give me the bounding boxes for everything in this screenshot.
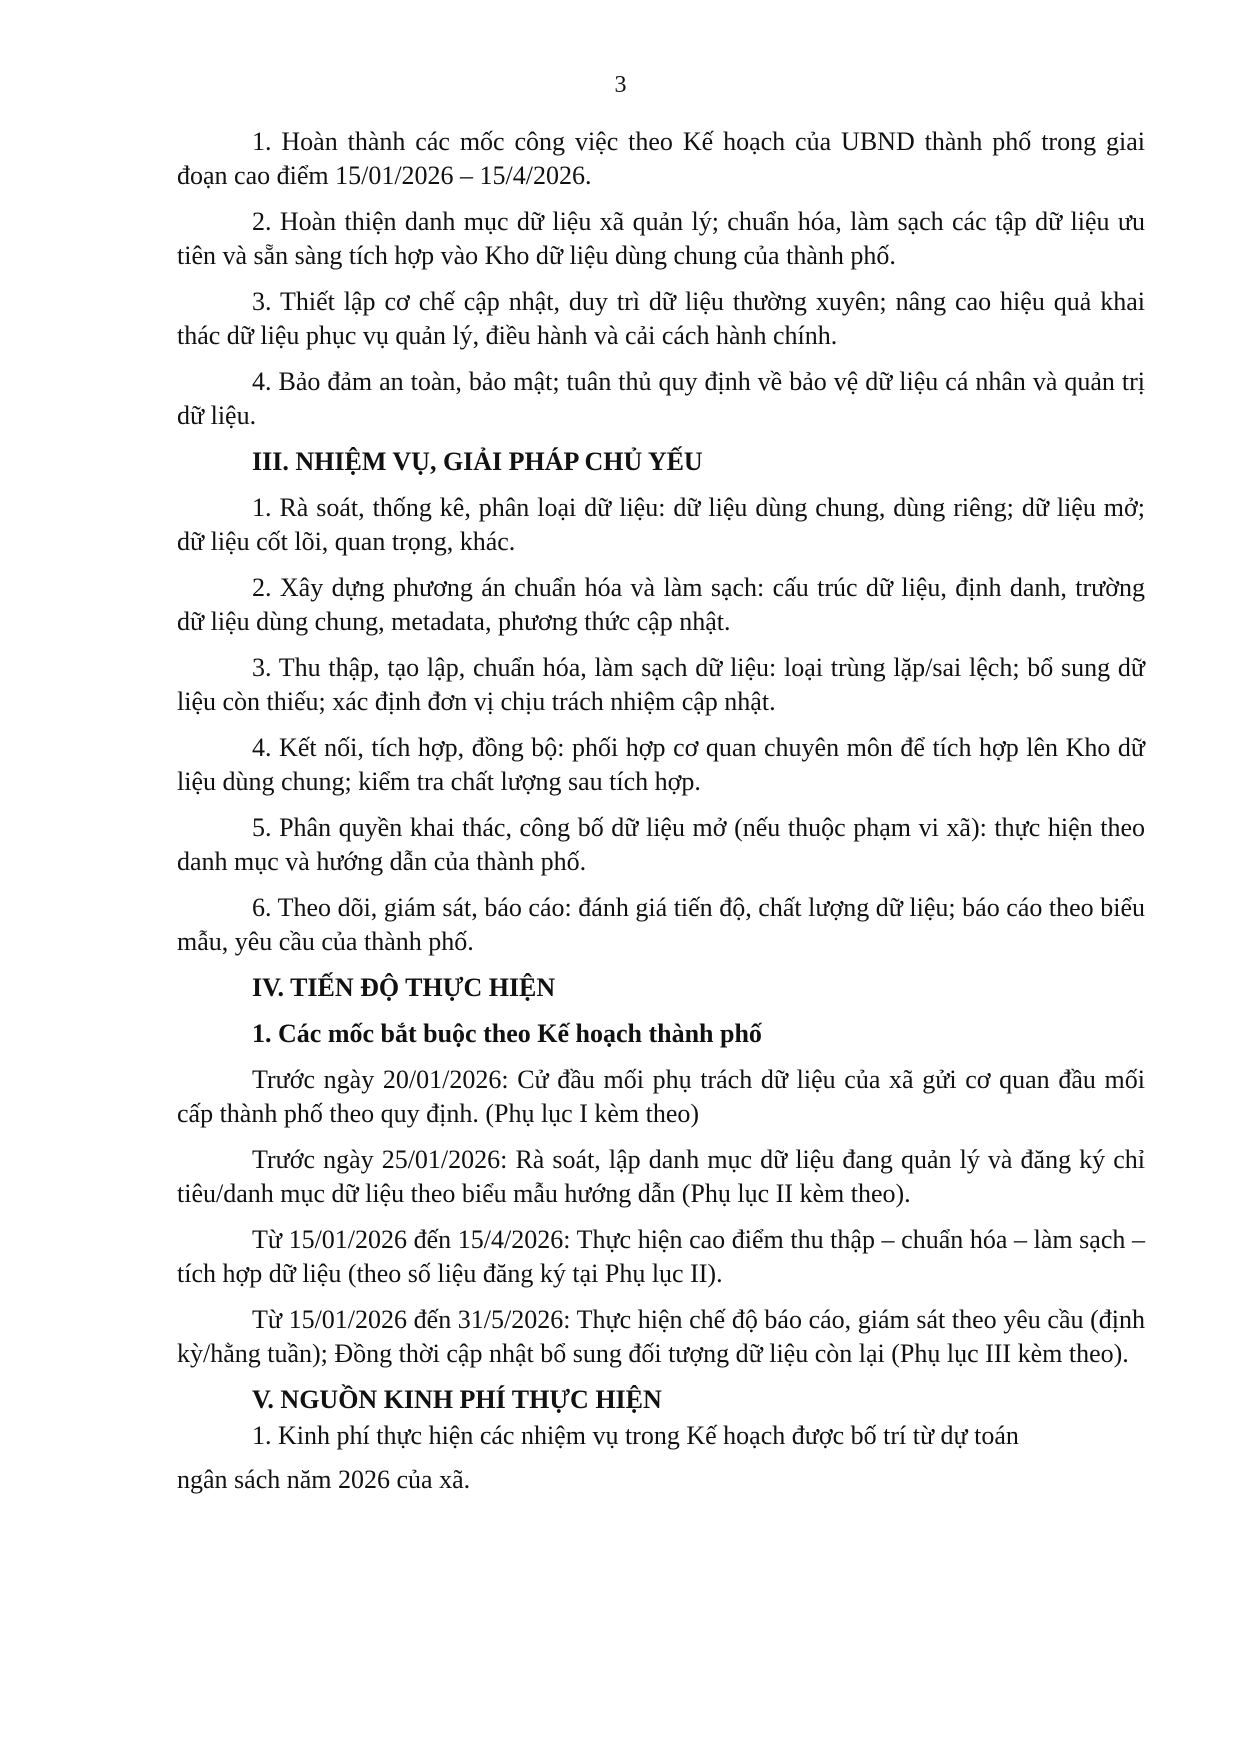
funding-line-2: ngân sách năm 2026 của xã. [177,1465,471,1494]
milestone-paragraph-4: Từ 15/01/2026 đến 31/5/2026: Thực hiện chế độ báo cáo, giám sát theo yêu cầu (định kỳ/hằng tuần); Đồng thời cập nhật bổ sung đối tượng dữ liệu còn lại (Phụ lục III kèm theo). [177,1305,1145,1368]
document-body [177,125,1145,1509]
milestone-paragraph-3: Từ 15/01/2026 đến 15/4/2026: Thực hiện cao điểm thu thập – chuẩn hóa – làm sạch – tích hợp dữ liệu (theo số liệu đăng ký tại Phụ lục II). [177,1225,1145,1288]
section-heading-funding: V. NGUỒN KINH PHÍ THỰC HIỆN [252,1385,662,1414]
task-paragraph-4: 4. Kết nối, tích hợp, đồng bộ: phối hợp cơ quan chuyên môn để tích hợp lên Kho dữ liệu dùng chung; kiểm tra chất lượng sau tích hợp. [177,733,1145,796]
section-heading-tasks: III. NHIỆM VỤ, GIẢI PHÁP CHỦ YẾU [252,447,703,476]
milestone-paragraph-1: Trước ngày 20/01/2026: Cử đầu mối phụ trách dữ liệu của xã gửi cơ quan đầu mối cấp thành phố theo quy định. (Phụ lục I kèm theo) [177,1065,1145,1128]
task-paragraph-1: 1. Rà soát, thống kê, phân loại dữ liệu: dữ liệu dùng chung, dùng riêng; dữ liệu mở; dữ liệu cốt lõi, quan trọng, khác. [177,493,1145,556]
goal-paragraph-1: 1. Hoàn thành các mốc công việc theo Kế hoạch của UBND thành phố trong giai đoạn cao điểm 15/01/2026 – 15/4/2026. [177,127,1145,190]
goal-paragraph-2: 2. Hoàn thiện danh mục dữ liệu xã quản lý; chuẩn hóa, làm sạch các tập dữ liệu ưu tiên và sẵn sàng tích hợp vào Kho dữ liệu dùng chung của thành phố. [177,207,1145,270]
milestone-paragraph-2: Trước ngày 25/01/2026: Rà soát, lập danh mục dữ liệu đang quản lý và đăng ký chỉ tiêu/danh mục dữ liệu theo biểu mẫu hướng dẫn (Phụ lục II kèm theo). [177,1145,1145,1208]
subheading-milestones: 1. Các mốc bắt buộc theo Kế hoạch thành phố [252,1019,762,1048]
funding-line-1: 1. Kinh phí thực hiện các nhiệm vụ trong Kế hoạch được bố trí từ dự toán [252,1421,1019,1450]
task-paragraph-6: 6. Theo dõi, giám sát, báo cáo: đánh giá tiến độ, chất lượng dữ liệu; báo cáo theo biểu mẫu, yêu cầu của thành phố. [177,893,1145,956]
task-paragraph-3: 3. Thu thập, tạo lập, chuẩn hóa, làm sạch dữ liệu: loại trùng lặp/sai lệch; bổ sung dữ liệu còn thiếu; xác định đơn vị chịu trách nhiệm cập nhật. [177,653,1145,716]
section-heading-schedule: IV. TIẾN ĐỘ THỰC HIỆN [252,973,556,1002]
goal-paragraph-4: 4. Bảo đảm an toàn, bảo mật; tuân thủ quy định về bảo vệ dữ liệu cá nhân và quản trị dữ liệu. [177,367,1145,430]
goal-paragraph-3: 3. Thiết lập cơ chế cập nhật, duy trì dữ liệu thường xuyên; nâng cao hiệu quả khai thác dữ liệu phục vụ quản lý, điều hành và cải cách hành chính. [177,287,1145,350]
page-number: 3 [614,72,627,98]
task-paragraph-2: 2. Xây dựng phương án chuẩn hóa và làm sạch: cấu trúc dữ liệu, định danh, trường dữ liệu dùng chung, metadata, phương thức cập nhật. [177,573,1145,636]
task-paragraph-5: 5. Phân quyền khai thác, công bố dữ liệu mở (nếu thuộc phạm vi xã): thực hiện theo danh mục và hướng dẫn của thành phố. [177,813,1145,876]
